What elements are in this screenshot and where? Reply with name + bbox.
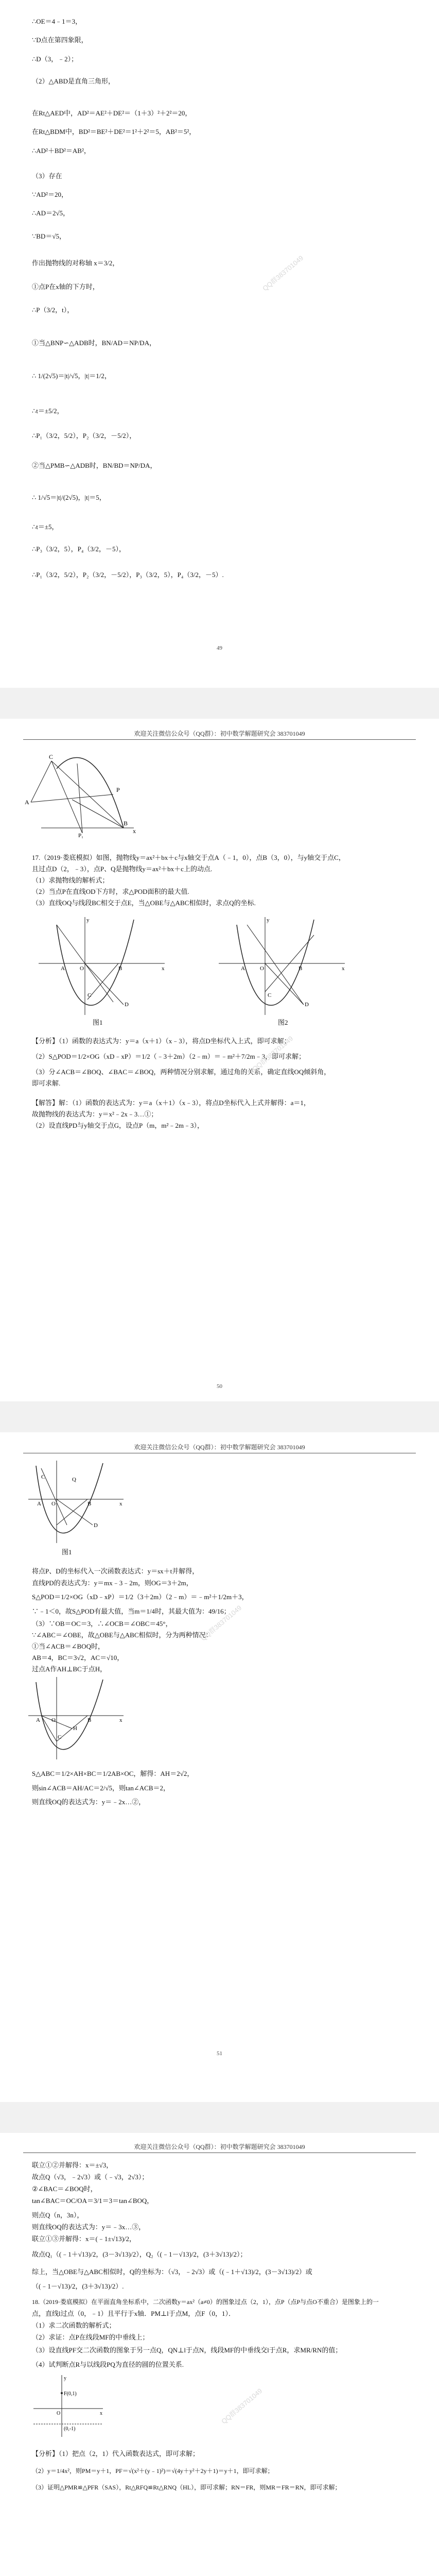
text-line: 在Rt△BDM中，BD²＝BE²＋DE²＝1²＋2²＝5，AB²＝5²，	[32, 128, 196, 135]
fig-label: (0,-1)	[64, 2426, 76, 2432]
fig-label: y	[64, 2376, 66, 2381]
text-line: 在Rt△AED中，AD²＝AE²＋DE²＝（1＋3）²＋2²＝20，	[32, 109, 192, 117]
fig-label: P	[116, 786, 120, 793]
fig-label: P₁	[78, 833, 83, 838]
watermark: QQ群383701049	[261, 253, 305, 293]
problem-text: 18.（2019·娄底模拟）在平面直角坐标系中，二次函数y＝ax²（a≠0）的图象过点（2，1），点P（点P与点O不重合）是图象上的一	[32, 2298, 379, 2306]
fig-label: x	[119, 1501, 122, 1507]
fig-label: A	[25, 799, 29, 806]
axis-label: y	[267, 917, 270, 923]
page-3	[0, 1432, 439, 2112]
text-line: ∴t＝±5，	[32, 523, 59, 531]
solution-text: 则点Q（n，3n），	[32, 2211, 84, 2219]
text-line: ①点P在x轴的下方时，	[32, 283, 99, 291]
solution-text: S△POD＝1/2×OG（xD﹣xP）＝1/2（3＋2m）（2﹣m）＝﹣m²＋1/2m＋3，	[32, 1593, 249, 1601]
page-number: 49	[217, 645, 222, 651]
fig-label: C	[49, 753, 54, 760]
page-number: 50	[217, 1383, 222, 1389]
watermark: QQ群383701049	[199, 1603, 243, 1642]
figure-caption: 图1	[93, 1019, 103, 1026]
parabola-figure-top	[21, 751, 139, 838]
solution-text: 则直线OQ的表达式为：y＝﹣2x…②，	[32, 1798, 146, 1806]
figure-3	[26, 1458, 129, 1546]
fig-label: D	[94, 1522, 98, 1529]
text-line: ∴ 1/(2√5)＝|t|/√5，|t|＝1/2，	[32, 372, 111, 380]
problem-text: （3）设直线PF交二次函数的图象于另一点Q，QN⊥l于点N，线段MF的中垂线交l于点R，求MR/RN的值；	[32, 2346, 342, 2354]
problem-text: （4）试判断点R与以线段PQ为直径的圆的位置关系.	[32, 2361, 184, 2368]
axis-label: D	[125, 1002, 129, 1008]
fig-label: F(0,1)	[64, 2391, 77, 2397]
fig-label: C	[41, 1474, 45, 1480]
axis-label: A	[241, 965, 245, 972]
text-line: ∴D（3，﹣2）；	[32, 55, 78, 63]
problem-text: （1）求抛物线的解析式；	[32, 876, 109, 884]
solution-text: ∵∠ABC＝∠OBE，故△OBE与△ABC相似时，分为两种情况：	[32, 1631, 213, 1639]
fig-label: B	[87, 1717, 92, 1723]
analysis-text: 【分析】（1）把点（2，1）代入函数表达式，即可求解；	[32, 2450, 200, 2458]
problem-text: 17.（2019·娄底模拟）如图，抛物线y＝ax²＋bx＋c与x轴交于点A（﹣1，0），点B（3，0），与y轴交于点C，	[32, 854, 345, 861]
solution-text: （(﹣1－√13)/2，(3＋3√13)/2）.	[32, 2282, 124, 2290]
text-line: （2）△ABD是直角三角形，	[32, 77, 115, 85]
solution-text: 则sin∠ACB＝AH/AC＝2/√5，则tan∠ACB＝2，	[32, 1784, 170, 1792]
solution-text: 故抛物线的表达式为：y＝x²﹣2x﹣3…①；	[32, 1110, 158, 1118]
fig-label: H	[73, 1725, 77, 1732]
text-line: ∵BD＝√5，	[32, 232, 66, 240]
solution-text: 联立①③并解得：x＝(﹣1±√13)/2，	[32, 2235, 136, 2243]
figure-5	[31, 2372, 108, 2439]
page-number: 51	[217, 2050, 222, 2057]
analysis-text: 【分析】（1）函数的表达式为：y＝a（x＋1）（x﹣3），将点D坐标代入上式，即可求解；	[32, 1037, 291, 1045]
fig-label: O	[51, 1501, 56, 1507]
fig-label: B	[124, 820, 128, 827]
solution-text: （3）∵OB＝OC＝3，∴∠OCB＝∠OBC＝45°，	[32, 1620, 172, 1628]
axis-label: O	[260, 965, 264, 972]
axis-label: B	[118, 965, 122, 972]
fig-label: x	[133, 827, 136, 835]
text-line: （3）存在	[32, 172, 62, 180]
page-header: 欢迎关注微信公众号（QQ群）：初中数学解题研究会 383701049	[134, 2143, 305, 2150]
text-line: ∴P（3/2，t），	[32, 306, 74, 314]
axis-label: C	[268, 992, 272, 998]
solution-text: 故点Q（√3，﹣2√3）或（﹣√3，2√3）；	[32, 2173, 149, 2181]
header-rule	[23, 739, 416, 740]
axis-label: x	[162, 965, 165, 972]
problem-text: （2）求证：点P在线段MF的中垂线上；	[32, 2333, 149, 2341]
figure-4	[26, 1674, 129, 1762]
problem-text: 且过点D（2，﹣3），点P、Q是抛物线y＝ax²＋bx＋c上的动点.	[32, 865, 213, 873]
fig-label: C	[58, 1734, 62, 1740]
solution-text: 【解答】解：（1）函数的表达式为：y＝a（x＋1）（x﹣3），将点D坐标代入上式并解得：a＝1，	[32, 1099, 310, 1107]
fig-label: B	[87, 1501, 92, 1507]
page-4	[0, 2133, 439, 2576]
analysis-text: （2）S△POD＝1/2×OG（xD﹣xP）＝1/2（﹣3＋2m）（2﹣m）＝﹣m²＋7/2m﹣3，即可求解；	[32, 1053, 306, 1060]
figure-caption: 图1	[62, 1548, 72, 1556]
analysis-text: （3）分∠ACB＝∠BOQ、∠BAC＝∠BOQ，两种情况分别求解，通过角的关系，确定直线OQ倾斜角，	[32, 1068, 331, 1076]
fig-label: A	[36, 1717, 40, 1723]
solution-text: AB＝4，BC＝3√2，AC＝√10，	[32, 1654, 124, 1662]
text-line: ∴P₁（3/2，5/2），P₂（3/2，－5/2），P₃（3/2，5），P₄（3/2，－5）.	[32, 571, 224, 579]
analysis-text: （2）y＝1/4x²，则PM＝y＋1，PF＝√(x²＋(y﹣1)²)＝√(4y＋y²＋2y＋1)＝y＋1，即可求解；	[32, 2467, 274, 2475]
solution-text: ①当∠ACB＝∠BOQ时，	[32, 1642, 104, 1650]
page-header: 欢迎关注微信公众号（QQ群）：初中数学解题研究会 383701049	[134, 730, 305, 737]
text-line: ∵D点在第四象限，	[32, 36, 88, 44]
watermark: QQ群383701049	[251, 1034, 295, 1073]
problem-text: （3）直线OQ与线段BC相交于点E，当△OBE与△ABC相似时，求点Q的坐标.	[32, 899, 256, 907]
solution-text: 故点Q₁（(﹣1＋√13)/2，(3－3√13)/2），Q₂（(﹣1－√13)/2，(3＋3√13)/2）；	[32, 2250, 247, 2258]
problem-text: 点，直线l过点（0，﹣1）且平行于x轴．PM⊥l于点M，点F（0，1）．	[32, 2310, 236, 2317]
page-2	[0, 719, 439, 1437]
figure-caption: 图2	[278, 1019, 288, 1026]
axis-label: y	[86, 917, 90, 923]
text-line: ∴ 1/√5＝|t|/(2√5)，|t|＝5，	[32, 494, 106, 501]
page-gap	[0, 1401, 439, 1432]
solution-text: S△ABC＝1/2×AH×BC＝1/2AB×OC，解得：AH＝2√2，	[32, 1770, 194, 1777]
solution-text: ②∠BAC＝∠BOQ时，	[32, 2185, 97, 2193]
solution-text: （2）设直线PD与y轴交于点G，设点P（m，m²﹣2m﹣3），	[32, 1122, 204, 1129]
figure-1	[36, 914, 170, 1018]
page-gap	[0, 2102, 439, 2133]
axis-label: x	[342, 965, 345, 972]
page-gap	[0, 688, 439, 719]
axis-label: D	[305, 1002, 309, 1008]
text-line: 作出抛物线的对称轴 x＝3/2，	[32, 259, 119, 267]
solution-text: 联立①②并解得：x＝±√3，	[32, 2161, 113, 2169]
solution-text: 过点A作AH⊥BC于点H，	[32, 1665, 107, 1673]
fig-label: O	[57, 2411, 61, 2416]
solution-text: 则直线OQ的表达式为：y＝﹣3x…③，	[32, 2223, 146, 2231]
page-1	[0, 0, 439, 791]
solution-text: 直线PD的表达式为：y＝mx﹣3﹣2m，则OG＝3＋2m，	[32, 1579, 193, 1587]
text-line: ①当△BNP∽△ADB时，BN/AD＝NP/DA，	[32, 339, 156, 347]
axis-label: B	[298, 965, 303, 972]
text-line: ∴P₃（3/2，5），P₄（3/2，－5），	[32, 545, 126, 553]
solution-text: 综上，当△OBE与△ABC相似时，Q的坐标为：（√3，﹣2√3）或（(﹣1＋√13)/2，(3－3√13)/2）或	[32, 2268, 312, 2276]
fig-label: x	[119, 1717, 122, 1723]
text-line: ∴t＝±5/2，	[32, 407, 64, 415]
text-line: ∴AD＝2√5，	[32, 209, 70, 217]
analysis-text: （3）证明△PMR≌△PFR（SAS），Rt△RFQ≌Rt△RNQ（HL），即可求解；RN＝FR，则MR＝FR＝RN，即可求解；	[32, 2484, 341, 2491]
axis-label: O	[80, 965, 84, 972]
fig-label: Q	[72, 1477, 76, 1483]
page-header: 欢迎关注微信公众号（QQ群）：初中数学解题研究会 383701049	[134, 1444, 305, 1451]
figure-2	[216, 914, 350, 1018]
text-line: ②当△PMB∽△ADB时，BN/BD＝NP/DA，	[32, 462, 157, 469]
watermark: QQ群383701049	[220, 2386, 264, 2426]
text-line: ∴P₁（3/2，5/2），P₂（3/2，－5/2），	[32, 432, 136, 439]
fig-label: x	[100, 2411, 102, 2416]
text-line: ∴AD²＋BD²＝AB²，	[32, 147, 91, 155]
solution-text: tan∠BAC＝OC/OA＝3/1＝3＝tan∠BOQ，	[32, 2197, 154, 2205]
axis-label: C	[87, 992, 92, 998]
analysis-text: 即可求解.	[32, 1079, 61, 1087]
axis-label: A	[61, 965, 65, 972]
text-line: ∵AD²＝20，	[32, 191, 68, 198]
problem-text: （2）当点P在直线OD下方时，求△POD面积的最大值.	[32, 888, 189, 895]
problem-text: （1）求二次函数的解析式；	[32, 2321, 116, 2329]
solution-text: 将点P、D的坐标代入一次函数表达式：y＝sx＋t并解得，	[32, 1567, 199, 1575]
text-line: ∴OE＝4﹣1＝3，	[32, 18, 82, 25]
fig-label: O	[51, 1717, 56, 1723]
solution-text: ∵﹣1＜0，故S△POD有最大值，当m＝1/4时，其最大值为：49/16；	[32, 1607, 231, 1615]
fig-label: A	[37, 1501, 41, 1507]
